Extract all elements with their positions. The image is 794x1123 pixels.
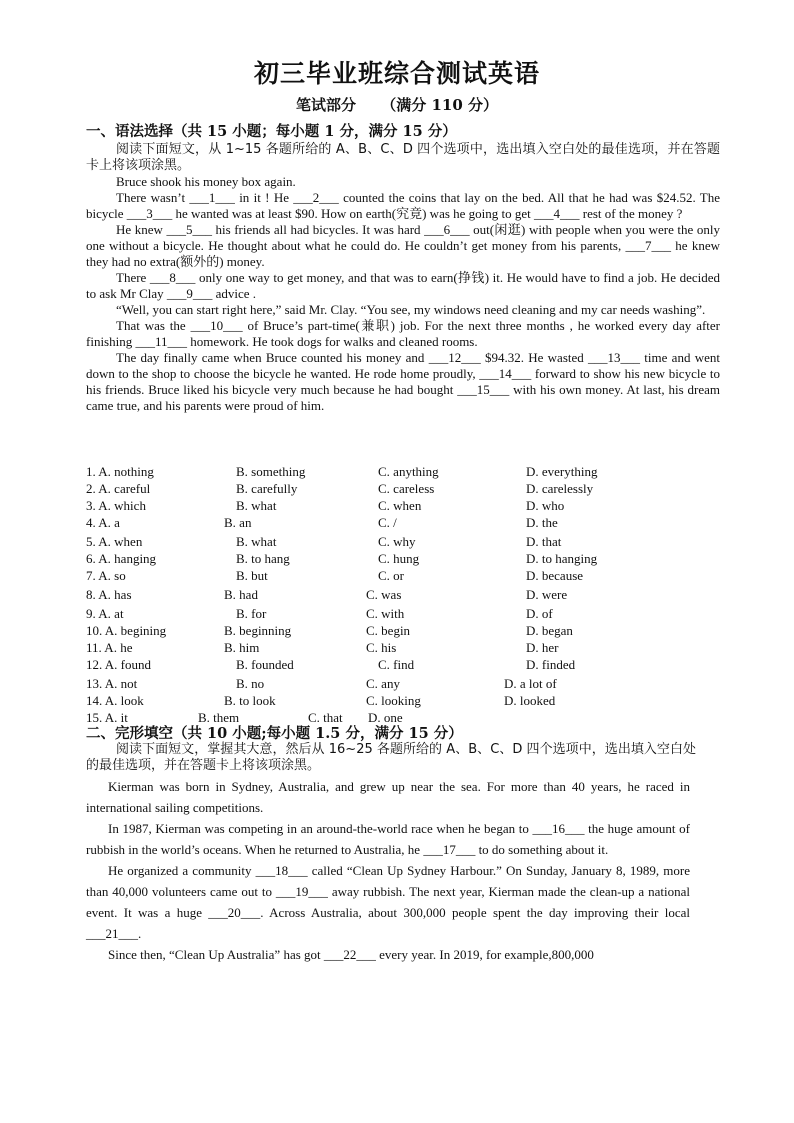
option-c[interactable]: C. why xyxy=(378,534,416,549)
option-d[interactable]: D. who xyxy=(526,498,565,513)
option-row xyxy=(86,534,726,551)
passage1-paragraph: There wasn’t ___1___ in it ! He ___2___ counted the coins that lay on the bed. All that he had was $24.52. The bicycle ___3___ he wanted was at least $90. How on earth(究竟) was he going to get ___4___ rest of the money ? xyxy=(86,190,720,221)
option-c[interactable]: C. looking xyxy=(366,693,421,708)
option-row xyxy=(86,551,726,568)
option-b[interactable]: B. an xyxy=(224,515,252,530)
option-a[interactable]: 13. A. not xyxy=(86,676,138,691)
option-c[interactable]: C. his xyxy=(366,640,397,655)
passage1-paragraph: That was the ___10___ of Bruce’s part-time(兼职) job. For the next three months , he worked every day after finishing ___11___ homework. He took dogs for walks and cleaned rooms. xyxy=(86,318,720,349)
option-a[interactable]: 14. A. look xyxy=(86,693,144,708)
option-row xyxy=(86,464,726,481)
option-b[interactable]: B. for xyxy=(236,606,267,621)
section1-text xyxy=(86,142,720,414)
option-d[interactable]: D. because xyxy=(526,568,584,583)
passage1-paragraph: The day finally came when Bruce counted his money and ___12___ $94.32. He wasted ___13___ time and went down to the shop to choose the bicycle he wanted. He rode home proudly, ___14___ forward to show his new bicycle to his friends. Bruce liked his bicycle very much because he had bought ___15___ with his own money. At last, his dream came true, and his parents were proud of him. xyxy=(86,350,720,413)
passage1-paragraph: “Well, you can start right here,” said Mr. Clay. “You see, my windows need cleaning and my car needs washing”. xyxy=(116,302,706,317)
section1-heading: 一、语法选择（共 15 小题；每小题 1 分，满分 15 分） xyxy=(86,123,457,140)
option-d[interactable]: D. a lot of xyxy=(504,676,557,691)
option-c[interactable]: C. begin xyxy=(366,623,411,638)
option-c[interactable]: C. anything xyxy=(378,464,439,479)
option-a[interactable]: 3. A. which xyxy=(86,498,146,513)
option-b[interactable]: B. what xyxy=(236,534,277,549)
option-d[interactable]: D. carelessly xyxy=(526,481,594,496)
option-a[interactable]: 8. A. has xyxy=(86,587,132,602)
passage2-paragraph: Kierman was born in Sydney, Australia, and grew up near the sea. For more than 40 years, he raced in international sailing competitions. xyxy=(86,779,690,815)
option-row xyxy=(86,693,726,710)
option-b[interactable]: B. something xyxy=(236,464,306,479)
page-subtitle xyxy=(0,94,794,115)
option-d[interactable]: D. one xyxy=(368,710,403,725)
option-c[interactable]: C. was xyxy=(366,587,402,602)
option-a[interactable]: 15. A. it xyxy=(86,710,128,725)
passage1-paragraph: Bruce shook his money box again. xyxy=(116,174,296,189)
option-row xyxy=(86,676,726,693)
section2-heading: 二、完形填空（共 10 小题;每小题 1.5 分，满分 15 分） xyxy=(86,725,463,742)
option-c[interactable]: C. any xyxy=(366,676,400,691)
passage1-paragraph: He knew ___5___ his friends all had bicycles. It was hard ___6___ out(闲逛) with people when you were the only one without a bicycle. He thought about what he could do. He couldn’t get money from his parents, ___7___ he knew they had no extra(额外的) money. xyxy=(86,222,720,269)
option-b[interactable]: B. them xyxy=(198,710,240,725)
option-d[interactable]: D. began xyxy=(526,623,573,638)
option-c[interactable]: C. when xyxy=(378,498,422,513)
section1-instruction: 阅读下面短文，从 1~15 各题所给的 A、B、C、D 四个选项中，选出填入空白处的最佳选项，并在答题卡上将该项涂黑。 xyxy=(86,142,720,173)
option-a[interactable]: 4. A. a xyxy=(86,515,120,530)
option-b[interactable]: B. what xyxy=(236,498,277,513)
subtitle-part: 笔试部分 xyxy=(295,96,356,114)
option-a[interactable]: 6. A. hanging xyxy=(86,551,157,566)
option-b[interactable]: B. carefully xyxy=(236,481,298,496)
option-row xyxy=(86,657,726,676)
option-a[interactable]: 5. A. when xyxy=(86,534,143,549)
option-b[interactable]: B. him xyxy=(224,640,260,655)
option-a[interactable]: 11. A. he xyxy=(86,640,133,655)
option-b[interactable]: B. to look xyxy=(224,693,276,708)
passage1-paragraph: There ___8___ only one way to get money, and that was to earn(挣钱) it. He would have to find a job. He decided to ask Mr Clay ___9___ advice . xyxy=(86,270,720,301)
page-title: 初三毕业班综合测试英语 xyxy=(253,59,540,88)
option-d[interactable]: D. her xyxy=(526,640,559,655)
option-row xyxy=(86,481,726,498)
option-c[interactable]: C. that xyxy=(308,710,343,725)
option-c[interactable]: C. careless xyxy=(378,481,435,496)
option-row xyxy=(86,587,726,606)
option-c[interactable]: C. / xyxy=(378,515,397,530)
option-b[interactable]: B. no xyxy=(236,676,265,691)
option-d[interactable]: D. that xyxy=(526,534,562,549)
option-d[interactable]: D. the xyxy=(526,515,558,530)
option-d[interactable]: D. finded xyxy=(526,657,576,672)
option-b[interactable]: B. founded xyxy=(236,657,294,672)
option-row xyxy=(86,568,726,587)
option-d[interactable]: D. of xyxy=(526,606,553,621)
option-c[interactable]: C. or xyxy=(378,568,404,583)
option-b[interactable]: B. beginning xyxy=(224,623,292,638)
subtitle-score: （满分 110 分） xyxy=(381,96,498,114)
option-a[interactable]: 1. A. nothing xyxy=(86,464,154,479)
option-a[interactable]: 10. A. begining xyxy=(86,623,167,638)
passage2-paragraph: In 1987, Kierman was competing in an around-the-world race when he began to ___16___ the huge amount of rubbish in the world’s oceans. When he returned to Australia, he ___17___ to do something about it. xyxy=(86,821,690,857)
section2-instruction: 阅读下面短文，掌握其大意，然后从 16~25 各题所给的 A、B、C、D 四个选项中，选出填入空白处的最佳选项，并在答题卡上将该项涂黑。 xyxy=(86,742,696,773)
option-d[interactable]: D. everything xyxy=(526,464,598,479)
option-row xyxy=(86,515,726,534)
option-a[interactable]: 9. A. at xyxy=(86,606,124,621)
passage2-paragraph: Since then, “Clean Up Australia” has got ___22___ every year. In 2019, for example,800,000 xyxy=(108,947,594,962)
option-b[interactable]: B. had xyxy=(224,587,258,602)
option-c[interactable]: C. with xyxy=(366,606,405,621)
option-c[interactable]: C. hung xyxy=(378,551,420,566)
option-c[interactable]: C. find xyxy=(378,657,415,672)
option-d[interactable]: D. looked xyxy=(504,693,556,708)
option-row xyxy=(86,606,726,623)
option-d[interactable]: D. to hanging xyxy=(526,551,598,566)
option-b[interactable]: B. but xyxy=(236,568,268,583)
section2-instruction-block xyxy=(86,742,696,774)
option-d[interactable]: D. were xyxy=(526,587,568,602)
passage2-paragraph: He organized a community ___18___ called “Clean Up Sydney Harbour.” On Sunday, January 8, 1989, more than 40,000 volunteers came out to ___19___ away rubbish. The next year, Kierman made the clean-up a national event. It was a huge ___20___. Across Australia, about 300,000 people spent the day improving their local ___21___. xyxy=(86,863,690,941)
option-row xyxy=(86,640,726,657)
option-b[interactable]: B. to hang xyxy=(236,551,290,566)
option-a[interactable]: 12. A. found xyxy=(86,657,151,672)
option-a[interactable]: 7. A. so xyxy=(86,568,126,583)
option-row xyxy=(86,623,726,640)
section2-passage xyxy=(86,776,690,965)
section1-options xyxy=(86,464,726,727)
option-a[interactable]: 2. A. careful xyxy=(86,481,151,496)
option-row xyxy=(86,498,726,515)
